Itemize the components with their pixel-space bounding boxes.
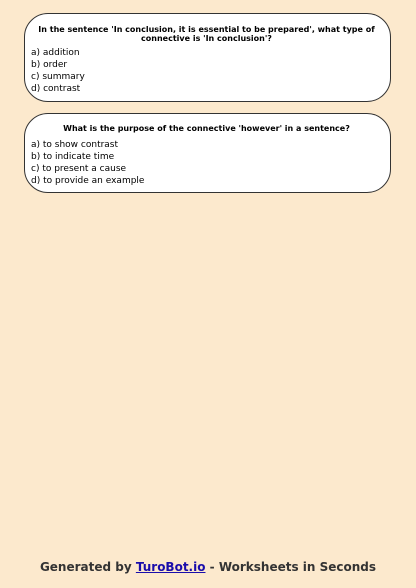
- option-b: b) order: [31, 60, 68, 70]
- turobot-link[interactable]: TuroBot.io: [135, 560, 206, 574]
- question-card-2: [24, 113, 391, 193]
- footer-suffix: - Worksheets in Seconds: [205, 560, 377, 574]
- option-a: a) addition: [31, 48, 80, 58]
- option-d: d) to provide an example: [31, 176, 145, 186]
- option-a: a) to show contrast: [31, 140, 119, 150]
- question-text: What is the purpose of the connective 'however' in a sentence?: [63, 124, 350, 133]
- option-b: b) to indicate time: [31, 152, 115, 162]
- options-list: [31, 139, 390, 187]
- question-card-1: [24, 13, 391, 102]
- options-list: [31, 47, 390, 95]
- option-d: d) contrast: [31, 84, 81, 94]
- option-c: c) to present a cause: [31, 164, 127, 174]
- footer: [0, 560, 416, 574]
- question-text: In the sentence 'In conclusion, it is essential to be prepared', what type of connective is 'In conclusion'?: [38, 25, 375, 43]
- option-c: c) summary: [31, 72, 85, 82]
- footer-prefix: Generated by: [39, 560, 136, 574]
